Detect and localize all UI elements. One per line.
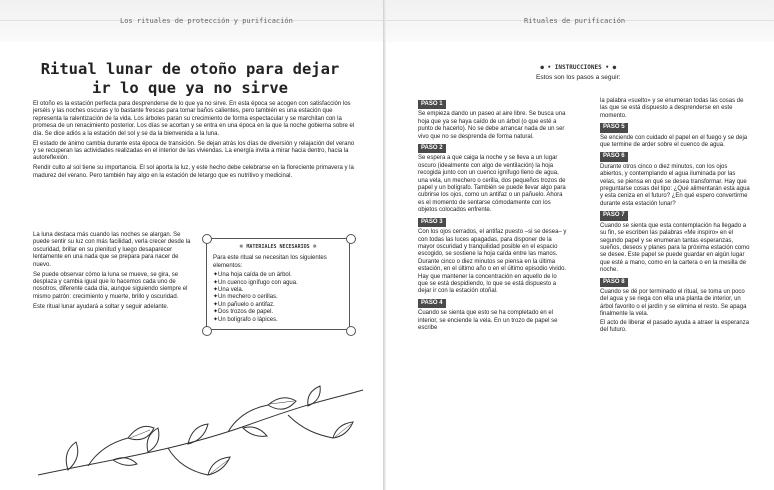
paragraph: Rendir culto al sol tiene su importancia. El sol aporta la luz, y este hecho debe celebrarse en la floreciente primavera y la madurez del verano. Pero también hay algo en la estación de letargo que es nutritivo y medicinal.	[33, 165, 354, 179]
step-label: PASO 3	[418, 218, 446, 227]
materials-heading: ✵ MATERIALES NECESARIOS ✵	[239, 242, 317, 250]
dots-icon: ● •	[540, 64, 552, 71]
list-item: ✦ Un mechero o cerillas.	[213, 294, 343, 301]
frame-corner-ornament	[346, 234, 356, 244]
step-text: Se espera a que caiga la noche y se lleva a un lugar oscuro (idealmente con algo de ventilación) la hoja recogida junto con un cuenco ignífugo lleno de agua, una vela, un mechero o cerilla, dos pequeños trozos de papel y un bolígrafo. También se puede llevar algo para cubrirse los ojos, como un antifaz o un pañuelo. Ahora es el momento de sentarse cómodamente con los objetos colocados enfrente.	[418, 155, 566, 214]
steps-column-1	[418, 98, 568, 333]
paragraph: Este ritual lunar ayudará a soltar y seguir adelante.	[33, 303, 169, 310]
running-head: Rituales de purificación	[524, 17, 626, 25]
step-text: Se enciende con cuidado el papel en el fuego y se deja que termine de arder sobre el cuenco de agua.	[600, 134, 748, 149]
intro-text	[33, 101, 355, 183]
paragraph: El otoño es la estación perfecta para desprenderse de lo que ya no sirve. En esta época se acogen con satisfacción los jerséis y las noches oscuras y lo bastante frescas para tomar baños calientes, pero también es una estación que representa la ralentización de la vida. Los árboles paran su crecimiento de forma espectacular y se marchitan con la promesa de un renacimiento posterior. Los días se acortan y se entra en una época en la que la noche gobierna sobre el día. Se dice adiós a la estación del sol y se da la bienvenida a la luna.	[33, 101, 355, 137]
step-text: Cuando se sienta que esta contemplación ha llegado a su fin, se escriben las palabras «Me inspiro» en el segundo papel y se enumeran tantas esperanzas, sueños, deseos y planes para la próxima estación como se desee. Este papel se puede guardar en algún lugar que esté a mano, como en la cartera o en la mesilla de noche.	[600, 222, 750, 274]
list-item: ✦ Un pañuelo o antifaz.	[213, 302, 343, 309]
step-label: PASO 4	[418, 299, 446, 308]
materials-list	[213, 272, 343, 324]
dots-icon: • ●	[605, 64, 617, 71]
left-page	[0, 0, 384, 490]
frame-corner-ornament	[346, 326, 356, 336]
step-text: Con los ojos cerrados, el antifaz puesto –si se desea– y con todas las luces apagadas, para disponer de la mayor oscuridad y tranquilidad posible en el espacio escogido, se sostiene la hoja caída entre las manos. Durante cinco o diez minutos se piensa en la última estación, en el último año o en el último episodio vivido. Hay que mantener la concentración en aquello de lo que se está despidiendo, lo que se está dispuesto a dejar ir con la estación otoñal.	[418, 229, 567, 295]
paragraph: El estado de ánimo cambia durante esta época de transición. Se dejan atrás los días de diversión y relajación del verano y se recuperan las actividades realizadas en el interior de las viviendas. La energía invita a mirar hacia dentro, hacia la autoreflexión.	[33, 140, 355, 162]
instructions-subtitle: Estos son los pasos a seguir:	[536, 74, 621, 81]
materials-intro: Para este ritual se necesitan los siguientes elementos:	[213, 255, 327, 269]
right-page	[386, 0, 774, 490]
step-text: la palabra «suelto» y se enumeran todas las cosas de las que se está dispuesto a desprenderse en este momento.	[600, 98, 744, 119]
step-text: Cuando se sienta que esto se ha completado en el interior, se enciende la vela. En un trozo de papel se escribe	[418, 310, 558, 331]
frame-corner-ornament	[202, 326, 212, 336]
list-item: ✦ Un bolígrafo o lápices.	[213, 317, 343, 324]
moon-text	[33, 232, 193, 314]
instructions-heading: ● • INSTRUCCIONES • ●	[540, 64, 617, 71]
paragraph: Se puede observar cómo la luna se mueve, se gira, se desplaza y cambia igual que lo hacemos cada uno de nosotros, diferente cada día, aunque siguiendo siempre el mismo patrón: crecimiento y muerte, brillo y oscuridad.	[33, 271, 188, 300]
frame-corner-ornament	[202, 234, 212, 244]
sparkle-icon: ✵	[312, 242, 317, 250]
step-label: PASO 7	[600, 211, 628, 220]
list-item: ✦ Dos trozos de papel.	[213, 309, 343, 316]
leafy-branch-illustration	[28, 380, 368, 485]
step-text: Cuando se dé por terminado el ritual, se toma un poco del agua y se riega con ella una planta de interior, un árbol favorito o el jardín y se elimina el resto. Se apaga finalmente la vela.	[600, 288, 747, 318]
page-title: Ritual lunar de otoño para dejar ir lo que ya no sirve	[40, 60, 340, 97]
closing-text: El acto de liberar el pasado ayuda a atraer la esperanza del futuro.	[600, 319, 750, 333]
list-item: ✦ Una vela.	[213, 287, 343, 294]
materials-box	[206, 238, 350, 330]
list-item: ✦ Una hoja caída de un árbol.	[213, 272, 343, 279]
paragraph: La luna destaca más cuando las noches se alargan. Se puede sentir su luz con más facilidad, verla crecer desde la oscuridad, brillar en su plenitud y luego desaparecer lentamente en una nada que se prepara para nacer de nuevo.	[33, 232, 191, 268]
sparkle-icon: ✵	[239, 242, 244, 250]
step-text: Se empieza dando un paseo al aire libre. Se busca una hoja que ya se haya caído de un árbol (o que esté a punto de hacerlo). No se debe arrancar nada de un ser vivo que no se desprenda de forma natural.	[418, 111, 566, 140]
list-item: ✦ Un cuenco ignífugo con agua.	[213, 280, 343, 287]
running-head: Los rituales de protección y purificación	[120, 17, 293, 25]
step-label: PASO 6	[600, 152, 628, 161]
step-label: PASO 8	[600, 278, 628, 287]
step-text: Durante otros cinco o diez minutos, con los ojos abiertos, y contemplando el agua iluminada por las velas, se piensa en qué se desea transformar. Hay que preguntarse cosas del tipo: ¿Qué alimentarán esta agua y esta ceniza en el futuro? ¿En qué espero convertirme durante esta estación lunar?	[600, 163, 750, 207]
step-label: PASO 2	[418, 144, 446, 153]
step-label: PASO 1	[418, 100, 446, 109]
instructions-header	[536, 64, 621, 81]
steps-column-2	[600, 98, 750, 335]
step-label: PASO 5	[600, 123, 628, 132]
